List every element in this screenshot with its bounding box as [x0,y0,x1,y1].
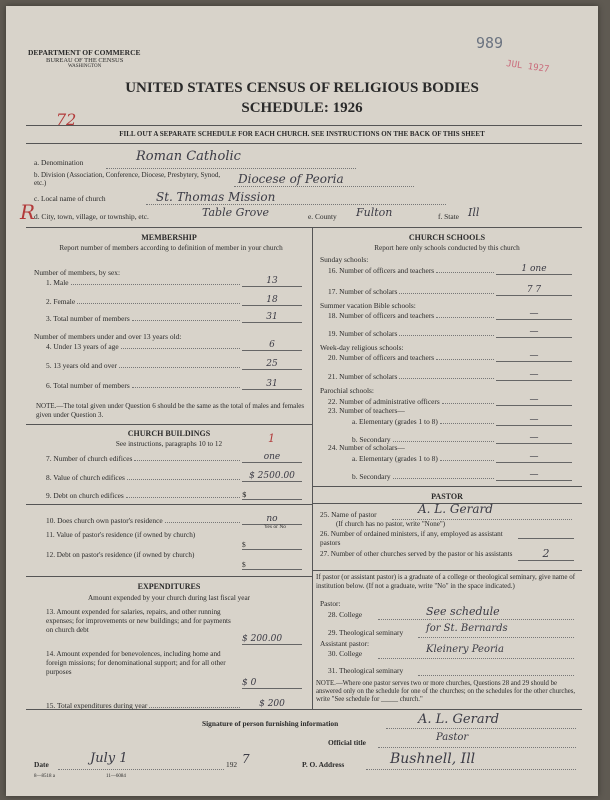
yes-no-hint: Yes or No [264,524,287,530]
schools-subtitle: Report here only schools conducted by this church [374,244,520,252]
membership-row-over13: 5. 13 years old and over 25 [46,359,302,370]
edifice-count: one [263,452,281,462]
schools-row-24b: b. Secondary — [352,470,572,481]
parochial-schools-label: Parochial schools: [320,386,374,395]
pastor-college-label: 28. College [328,610,363,619]
buildings-row-9: 9. Debt on church edifices $ [46,490,302,500]
buildings-row-10: 10. Does church own pastor's residence no [46,514,302,525]
expenditures-title: EXPENDITURES [137,582,201,591]
buildings-subtitle: See instructions, paragraphs 10 to 12 [115,440,223,448]
summer-schools-label: Summer vacation Bible schools: [320,301,416,310]
under-13-count: 6 [269,340,275,350]
sunday-schools-label: Sunday schools: [320,255,369,264]
schedule-year: SCHEDULE: 1926 [241,100,363,116]
state-label: f. State [438,212,459,221]
buildings-row-7: 7. Number of church edifices one [46,452,302,463]
denomination-value: Roman Catholic [136,149,241,164]
pastor-seminary-label: 29. Theological seminary [328,628,404,637]
weekday-teachers: — [529,351,539,361]
membership-title: MEMBERSHIP [141,233,197,242]
expenditures-subtitle: Amount expended by your church during last fiscal year [87,594,251,602]
church-name-label: c. Local name of church [34,194,106,203]
division-label: b. Division (Association, Conference, Diocese, Presbytery, Synod, etc.) [34,171,221,187]
pastor-note: NOTE.—Where one pastor serves two or more churches, Questions 28 and 29 should be answered only on the schedule for one of the churches; on the schedules for the other churches, write "See schedule for _____ church." [316,680,576,703]
buildings-row-12-label: 12. Debt on pastor's residence (if owned by church) [46,551,195,559]
buildings-margin-mark: 1 [268,432,275,445]
parochial-admins: — [529,395,539,405]
sunday-scholars: 7 7 [526,285,542,295]
expenditure-13-value: $ 200.00 [242,634,302,645]
female-count: 18 [266,295,278,305]
schools-row-16: 16. Number of officers and teachers 1 one [328,264,572,275]
assistant-subheading: Assistant pastor: [320,639,370,648]
schools-row-18: 18. Number of officers and teachers — [328,309,572,320]
assistant-college-value: Kleinery Peoria [426,644,504,655]
year-prefix: 192 [226,760,238,769]
membership-row-male: 1. Male 13 [46,276,302,287]
teachers-elementary: — [529,415,539,425]
owns-residence: no [266,514,278,524]
over-13-count: 25 [266,359,278,369]
assistant-seminary-label: 31. Theological seminary [328,666,404,675]
membership-row-under13: 4. Under 13 years of age 6 [46,340,302,351]
signature-label: Signature of person furnishing information [202,719,339,728]
residence-debt: $ [242,560,302,570]
schools-row-24a: a. Elementary (grades 1 to 8) — [352,452,572,463]
pastor-name-label: 25. Name of pastor [320,510,377,519]
membership-row-female: 2. Female 18 [46,295,302,306]
total-members-6: 31 [266,379,278,389]
membership-row-total-6: 6. Total number of members 31 [46,379,302,390]
census-schedule-sheet [6,6,598,796]
margin-check-mark: R [20,200,36,224]
schools-row-21: 21. Number of scholars — [328,370,572,381]
year-handwritten: 7 [242,752,250,766]
date-label: Date [34,760,49,769]
members-by-sex-label: Number of members, by sex: [34,268,120,277]
expenditure-13-label: 13. Amount expended for salaries, repairs, and other running expenses; for improvements or new buildings; and for payments on church debt [46,608,231,634]
members-by-age-label: Number of members under and over 13 years old: [34,332,182,341]
county-label: e. County [308,212,337,221]
pastor-none-hint: (If church has no pastor, write "None") [336,520,446,528]
buildings-row-11-label: 11. Value of pastor's residence (if owned by church) [46,531,196,539]
expenditure-14-value: $ 0 [242,678,302,689]
city-value: Table Grove [202,206,269,219]
expenditure-row-15: 15. Total expenditures during year $ 200 [46,699,302,710]
file-number-stamp: 989 [476,34,504,52]
expenditure-14-label: 14. Amount expended for benevolences, including home and foreign missions; for denominational support; and for all other purposes [46,650,226,676]
form-number-2: 11—6084 [106,774,126,779]
pastor-name-value: A. L. Gerard [418,502,493,516]
schools-row-20: 20. Number of officers and teachers — [328,351,572,362]
bureau-city: WASHINGTON [68,64,102,69]
other-churches-label: 27. Number of other churches served by the pastor or his assistants [320,550,513,558]
membership-row-total: 3. Total number of members 31 [46,312,302,323]
dept-name: DEPARTMENT OF COMMERCE [28,48,141,57]
membership-note: NOTE.—The total given under Question 6 should be the same as the total of males and females given under Question 3. [36,402,305,419]
parochial-scholars-label: 24. Number of scholars— [328,443,405,452]
total-expenditures: $ 200 [259,699,285,709]
other-churches-value: 2 [518,547,574,561]
pastor-title: PASTOR [431,492,463,501]
schools-row-17: 17. Number of scholars 7 7 [328,285,572,296]
pastor-college-value: See schedule [426,605,500,618]
membership-subtitle: Report number of members according to definition of member in your church [59,244,283,252]
schools-row-19: 19. Number of scholars — [328,327,572,338]
male-count: 13 [266,276,278,286]
teachers-secondary: — [529,433,539,443]
weekday-schools-label: Week-day religious schools: [320,343,404,352]
form-title: UNITED STATES CENSUS OF RELIGIOUS BODIES [125,80,479,96]
summer-scholars: — [529,327,539,337]
schools-row-23b: b. Secondary — [352,433,572,444]
date-value: July 1 [90,751,128,766]
parochial-teachers-label: 23. Number of teachers— [328,406,405,415]
assistant-ministers-value [518,538,574,539]
county-value: Fulton [356,206,393,219]
scholars-elementary: — [529,452,539,462]
graduate-note: If pastor (or assistant pastor) is a graduate of a college or theological seminary, give name of institution below. (If not a graduate, write "No" in the space indicated.) [316,573,576,590]
sunday-teachers: 1 one [521,264,547,274]
summer-teachers: — [529,309,539,319]
scholars-secondary: — [529,470,539,480]
city-label: d. City, town, village, or township, etc. [34,212,149,221]
pastor-subheading: Pastor: [320,599,341,608]
form-number: 8—8518 a [34,774,55,779]
total-members-3: 31 [266,312,278,322]
edifice-value: $ 2500.00 [249,471,295,481]
official-title-value: Pastor [436,732,469,743]
official-title-label: Official title [328,738,366,747]
edifice-debt: $ [242,490,247,499]
buildings-title: CHURCH BUILDINGS [127,429,211,438]
schools-row-23a: a. Elementary (grades 1 to 8) — [352,415,572,426]
assistant-ministers-label: 26. Number of ordained ministers, if any, employed as assistant pastors [320,530,503,547]
fill-instruction: FILL OUT A SEPARATE SCHEDULE FOR EACH CHURCH. SEE INSTRUCTIONS ON THE BACK OF THIS SHEET [119,130,485,138]
pastor-seminary-value: for St. Bernards [426,623,508,634]
church-name-value: St. Thomas Mission [156,190,276,204]
schools-title: CHURCH SCHOOLS [408,233,486,242]
denomination-label: a. Denomination [34,158,84,167]
handwritten-number: 72 [56,110,77,129]
residence-value: $ [242,540,302,550]
assistant-college-label: 30. College [328,649,363,658]
division-value: Diocese of Peoria [238,172,344,186]
address-label: P. O. Address [302,760,345,769]
bureau-name: BUREAU OF THE CENSUS [46,57,124,64]
buildings-row-8: 8. Value of church edifices $ 2500.00 [46,471,302,482]
state-value: Ill [468,206,480,219]
received-date-stamp: JUL 1927 [505,59,550,75]
schools-row-22: 22. Number of administrative officers — [328,395,572,406]
weekday-scholars: — [529,370,539,380]
address-value: Bushnell, Ill [390,751,476,767]
signature-value: A. L. Gerard [418,712,500,727]
